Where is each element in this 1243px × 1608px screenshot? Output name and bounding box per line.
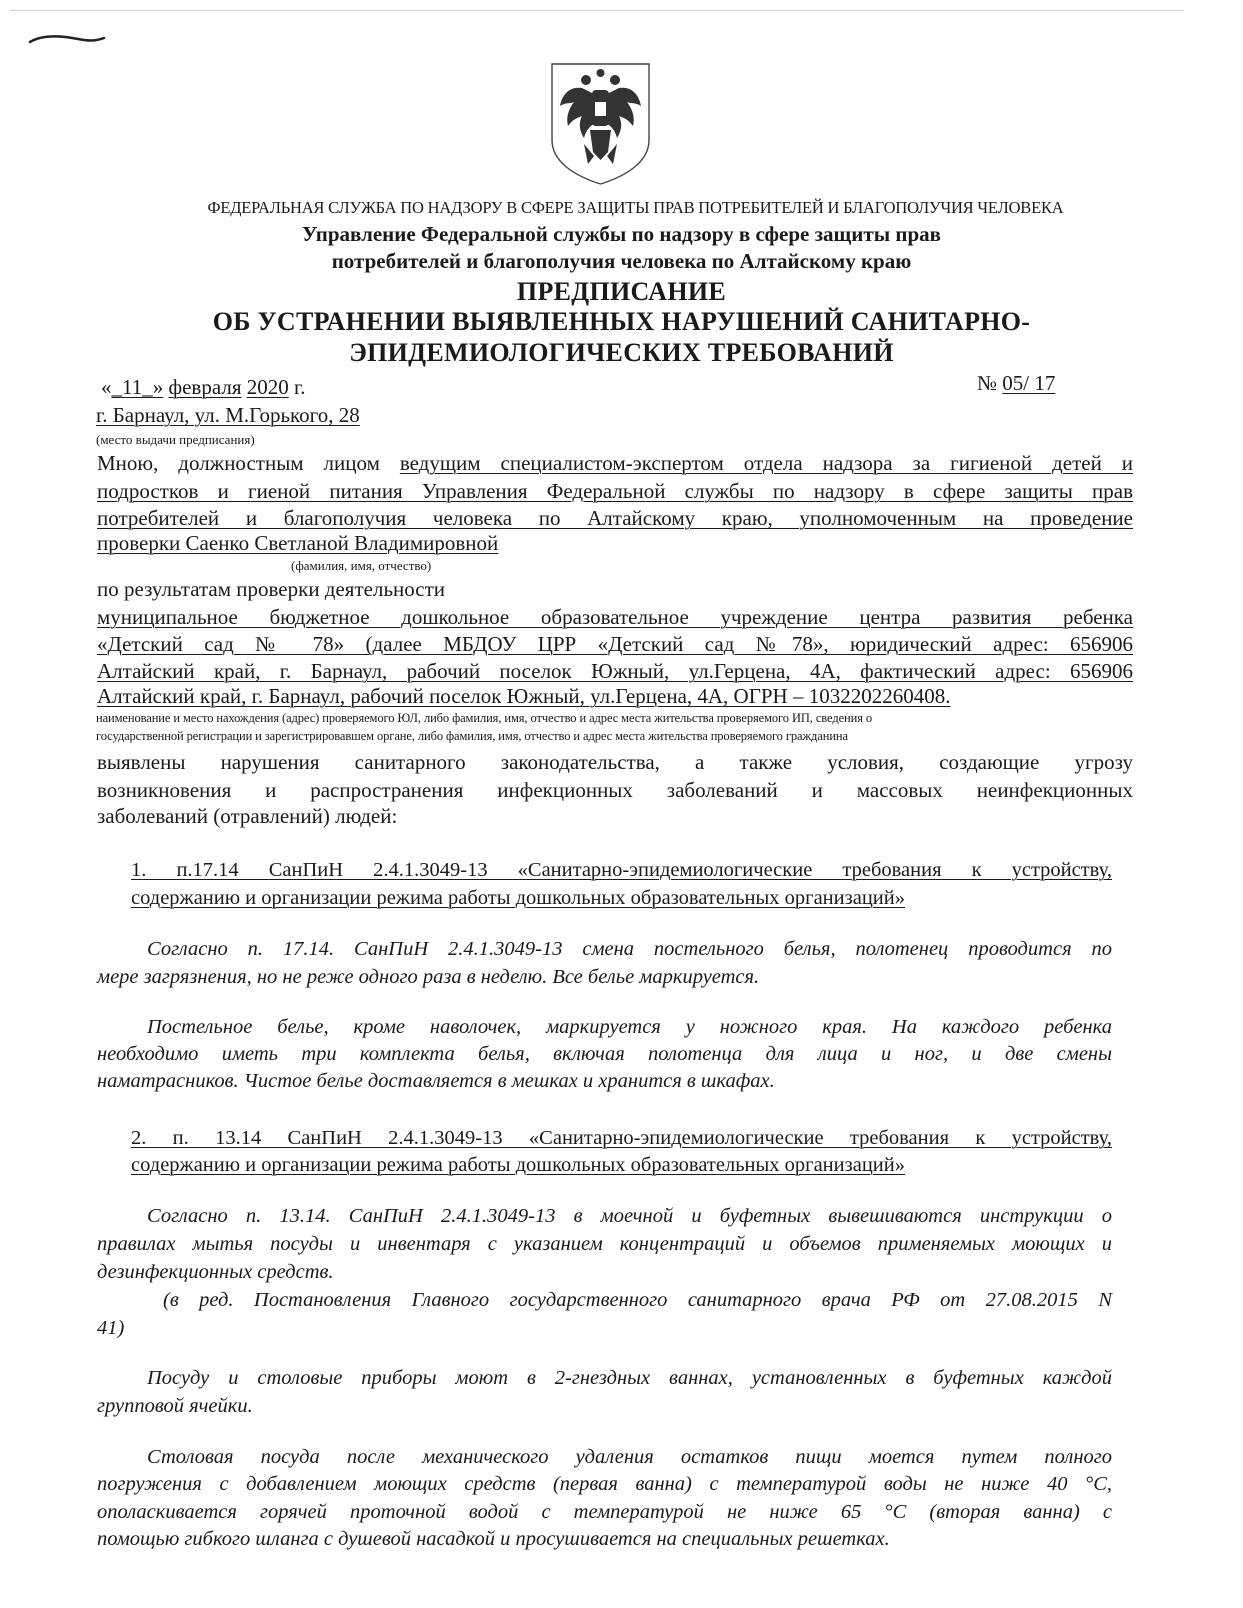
document-subtitle-line2: ЭПИДЕМИОЛОГИЧЕСКИХ ТРЕБОВАНИЙ — [349, 338, 894, 367]
department-name-line2: потребителей и благополучия человека по Алтайскому краю — [331, 249, 912, 273]
official-line2: подростков и гиеной питания Управления Федеральной службы по надзору в сфере защиты прав — [97, 479, 1133, 503]
official-intro: Мною, должностным лицом — [97, 451, 380, 475]
date-month: февраля — [168, 375, 242, 399]
item2-p1-line3: дезинфекционных средств. — [97, 1261, 334, 1283]
inspected-line2: «Детский сад № 78» (далее МБДОУ ЦРР «Детский сад №78», юридический адрес: 656906 — [97, 632, 1133, 656]
item2-p4-line2: погружения с добавлением моющих средств (первая ванна) с температурой воды не ниже 40 °С, — [97, 1473, 1112, 1495]
item2-p1-line2: правилах мытья посуды и инвентаря с указанием концентраций и объемов применяемых моющих и — [97, 1233, 1112, 1255]
department-name-line1: Управление Федеральной службы по надзору в сфере защиты прав — [302, 222, 941, 246]
item2-heading-line1: 2. п. 13.14 СанПиН 2.4.1.3049-13 «Санитарно-эпидемиологические требования к устройству, — [131, 1127, 1112, 1149]
document-title: ПРЕДПИСАНИЕ — [516, 277, 727, 306]
document-subtitle-line1: ОБ УСТРАНЕНИИ ВЫЯВЛЕННЫХ НАРУШЕНИЙ САНИТАРНО- — [212, 307, 1031, 336]
agency-name-upper: ФЕДЕРАЛЬНАЯ СЛУЖБА ПО НАДЗОРУ В СФЕРЕ ЗАЩИТЫ ПРАВ ПОТРЕБИТЕЛЕЙ И БЛАГОПОЛУЧИЯ ЧЕЛОВЕКА — [207, 198, 1064, 217]
issue-place-caption: (место выдачи предписания) — [96, 432, 255, 447]
item2-p4-line4: помощью гибкого шланга с душевой насадкой и просушивается на специальных решетках. — [97, 1528, 890, 1550]
date-year: 2020 — [246, 375, 289, 399]
inspected-caption-line1: наименование и место нахождения (адрес) проверяемого ЮЛ, либо фамилия, имя, отчество и адрес места жительства проверяемого ИП, сведения о — [96, 711, 873, 725]
item2-p1-line1: Согласно п. 13.14. СанПиН 2.4.1.3049-13 в моечной и буфетных вывешиваются инструкции о — [147, 1205, 1112, 1227]
violations-intro-line3: заболеваний (отравлений) людей: — [97, 804, 398, 828]
scan-top-edge — [10, 10, 1183, 11]
inspected-intro: по результатам проверки деятельности — [97, 577, 446, 601]
pen-stroke-mark — [28, 30, 108, 50]
date-suffix: г. — [293, 375, 306, 399]
item2-p2-line2: 41) — [97, 1317, 125, 1339]
inspected-line3: Алтайский край, г. Барнаул, рабочий поселок Южный, ул.Герцена, 4А, фактический адрес: 656906 — [97, 659, 1133, 683]
item2-p4-line1: Столовая посуда после механического удаления остатков пищи моется путем полного — [147, 1446, 1112, 1468]
item1-p1-line1: Согласно п. 17.14. СанПиН 2.4.1.3049-13 смена постельного белья, полотенец проводится по — [147, 938, 1112, 960]
item2-p4-line3: ополаскивается горячей проточной водой с температурой не ниже 65 °С (вторая ванна) с — [97, 1501, 1112, 1523]
violations-intro-line2: возникновения и распространения инфекционных заболеваний и массовых неинфекционных — [97, 778, 1133, 802]
issue-place: г. Барнаул, ул. М.Горького, 28 — [96, 403, 360, 427]
number-label: № — [977, 371, 998, 395]
item2-p3-line1: Посуду и столовые приборы моют в 2-гнездных ваннах, установленных в буфетных каждой — [147, 1367, 1112, 1389]
number-value: 05/ 17 — [1002, 371, 1056, 395]
item1-p2-line2: необходимо иметь три комплекта белья, включая полотенца для лица и ног, и две смены — [97, 1043, 1112, 1065]
official-name-caption: (фамилия, имя, отчество) — [291, 558, 432, 573]
inspected-caption-line2: государственной регистрации и зарегистрировавшем органе, либо фамилия, имя, отчество и адрес места жительства проверяемого гражданина — [96, 729, 848, 743]
official-line3: потребителей и благополучия человека по Алтайскому краю, уполномоченным на проведение — [97, 506, 1133, 530]
coat-of-arms-icon — [548, 60, 653, 188]
issue-date — [101, 375, 305, 400]
official-line1 — [97, 449, 1133, 477]
date-open-quote: « — [101, 375, 112, 399]
item1-p2-line1: Постельное белье, кроме наволочек, маркируется у ножного края. На каждого ребенка — [147, 1016, 1112, 1038]
violations-intro-line1: выявлены нарушения санитарного законодательства, а также условия, создающие угрозу — [97, 750, 1133, 774]
item2-p3-line2: групповой ячейки. — [97, 1395, 253, 1417]
item1-heading-line2: содержанию и организации режима работы дошкольных образовательных организаций» — [131, 887, 905, 909]
official-name: проверки Саенко Светланой Владимировной — [97, 531, 499, 555]
official-position-part1: ведущим специалистом-экспертом отдела надзора за гигиеной детей и — [399, 451, 1133, 475]
inspected-line4: Алтайский край, г. Барнаул, рабочий поселок Южный, ул.Герцена, 4А, ОГРН – 1032202260408. — [97, 684, 951, 708]
item2-heading-line2: содержанию и организации режима работы дошкольных образовательных организаций» — [131, 1154, 905, 1176]
inspected-line1: муниципальное бюджетное дошкольное образовательное учреждение центра развития ребенка — [97, 605, 1133, 629]
date-day: _11_» — [111, 375, 164, 399]
item1-heading-line1: 1. п.17.14 СанПиН 2.4.1.3049-13 «Санитарно-эпидемиологические требования к устройству, — [131, 859, 1112, 881]
item1-p2-line3: наматрасников. Чистое белье доставляется в мешках и хранится в шкафах. — [97, 1070, 775, 1092]
document-number — [977, 371, 1055, 396]
item2-p2-line1: (в ред. Постановления Главного государственного санитарного врача РФ от 27.08.2015 N — [163, 1289, 1112, 1311]
item1-p1-line2: мере загрязнения, но не реже одного раза в неделю. Все белье маркируется. — [97, 966, 760, 988]
